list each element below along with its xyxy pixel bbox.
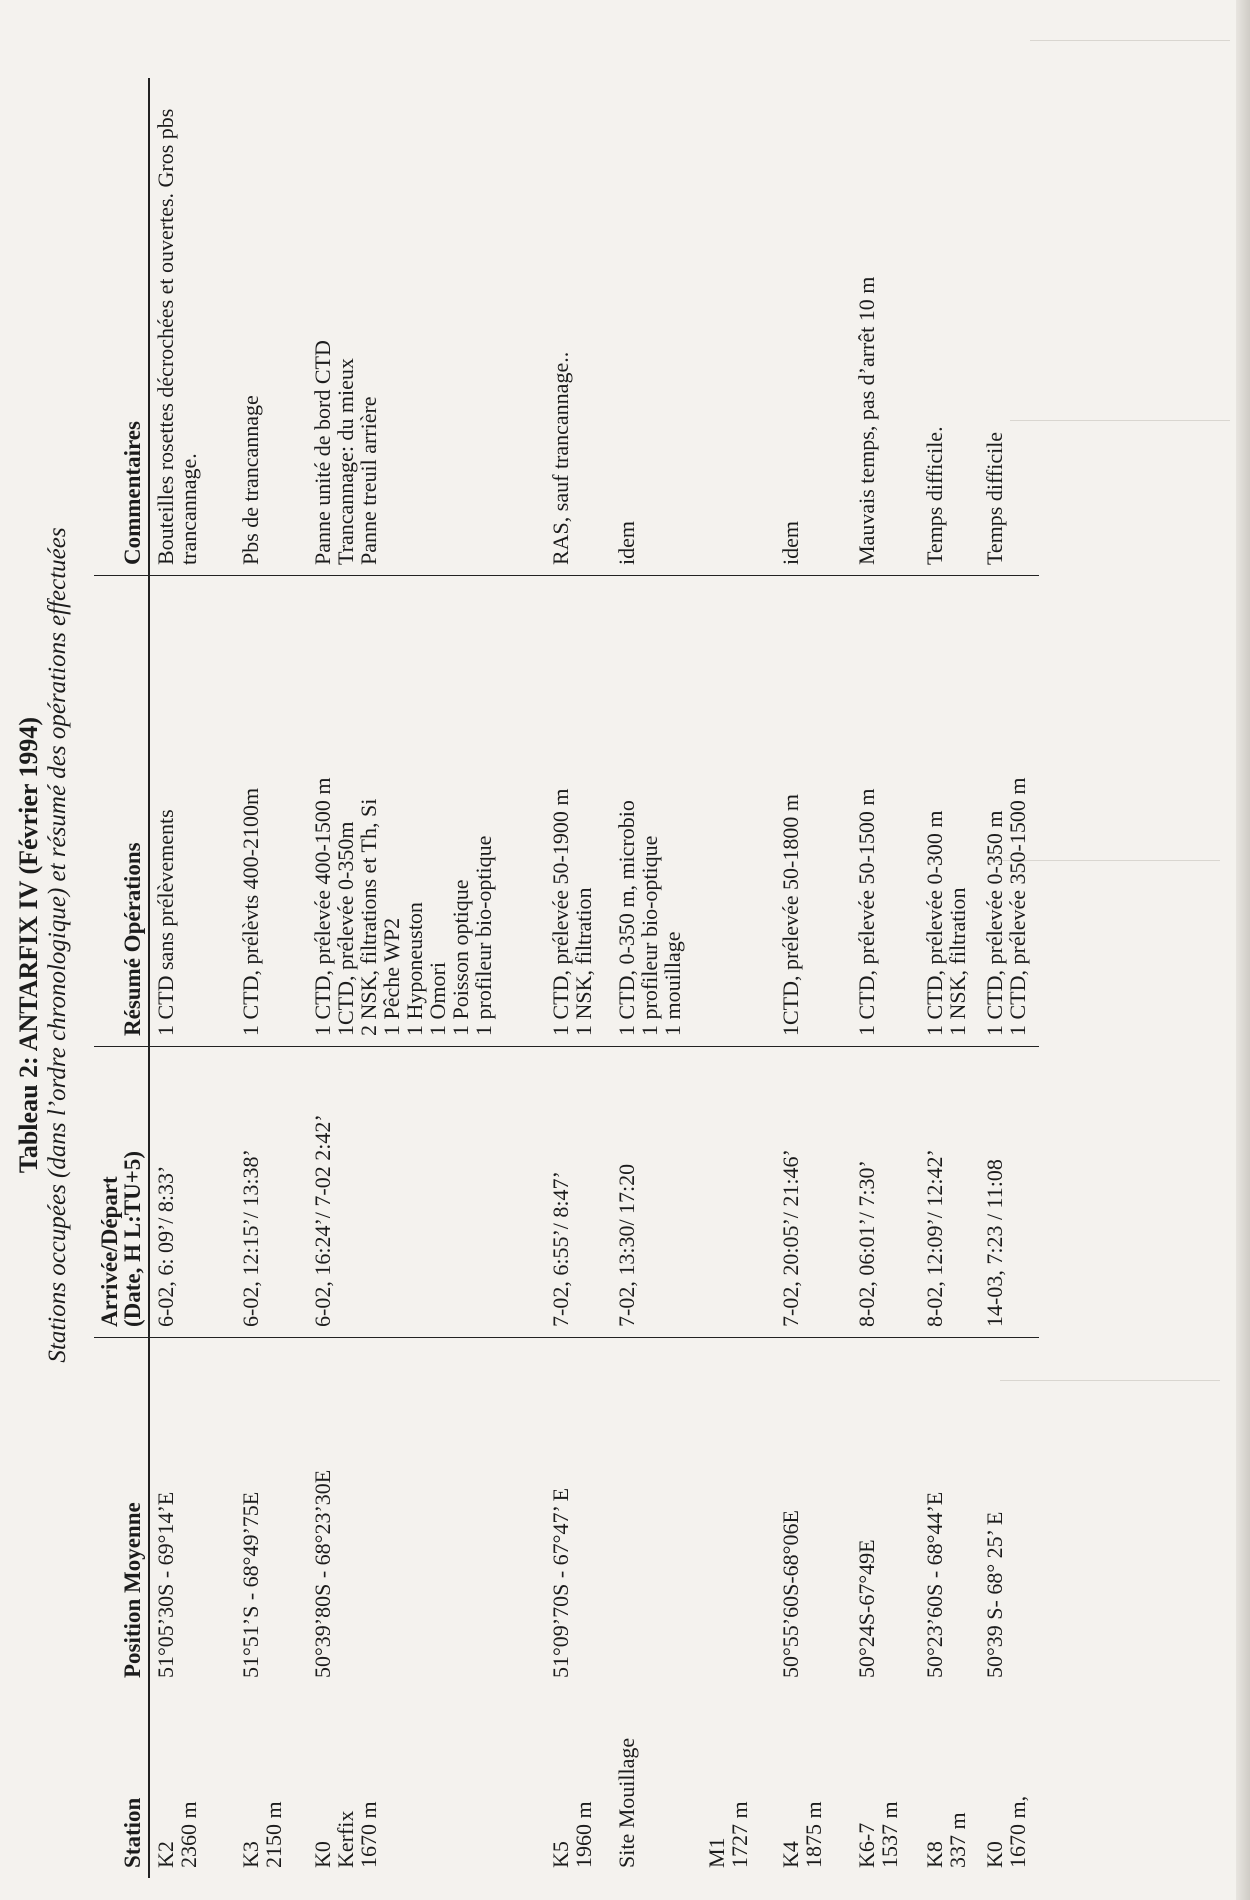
station-depth: 1670 m,	[1005, 1795, 1030, 1868]
table-title: Tableau 2: ANTARFIX IV (Février 1994)	[14, 716, 43, 1174]
cell-operations	[611, 576, 701, 1047]
table-row	[979, 78, 1039, 1878]
cell-comments	[919, 78, 979, 576]
operation-item: 1 CTD, prélevée 0-300 m	[922, 810, 947, 1036]
operation-item: 1 CTD, prélèvts 400-2100m	[238, 787, 263, 1036]
cell-comments	[149, 78, 235, 576]
station-name: K4	[778, 1841, 803, 1868]
cell-operations	[701, 576, 775, 1047]
station-depth: 1727 m	[727, 1801, 752, 1868]
table-header-row	[94, 78, 149, 1878]
station-depth: 1670 m	[356, 1801, 381, 1868]
comment-item: Mauvais temps, pas d’arrêt 10 m	[854, 276, 879, 565]
station-name: K3	[238, 1841, 263, 1868]
cell-comments	[851, 78, 919, 576]
cell-operations	[851, 576, 919, 1047]
cell-operations	[235, 576, 307, 1047]
header-arrival	[94, 1047, 149, 1338]
station-depth: 337 m	[945, 1812, 970, 1868]
cell-comments	[235, 78, 307, 576]
cell-station	[149, 1688, 235, 1878]
operation-item: 1CTD, prélevée 50-1800 m	[778, 794, 803, 1036]
operation-item: 1 profileur bio-optique	[471, 835, 496, 1036]
cell-comments	[775, 78, 851, 576]
comment-item: Trancannage: du mieux	[333, 358, 358, 565]
cell-station	[775, 1688, 851, 1878]
cell-arrival: 6-02, 12:15’/ 13:38’	[235, 1047, 307, 1338]
header-station: Station	[94, 1688, 149, 1878]
comment-item: Temps difficile	[982, 431, 1007, 565]
table-row	[611, 78, 701, 1878]
comment-item: idem	[778, 521, 803, 565]
operation-item: 1 CTD, prélevée 0-350 m	[982, 810, 1007, 1036]
cell-arrival	[701, 1047, 775, 1338]
cell-operations	[149, 576, 235, 1047]
stations-table	[94, 78, 1039, 1878]
operation-item: 1 Omori	[425, 962, 450, 1036]
station-name: K0	[982, 1841, 1007, 1868]
header-arrival-line-2: (Date, H L:TU+5)	[120, 1151, 145, 1327]
cell-position: 50°39’80S - 68°23’30E	[310, 1469, 335, 1678]
operation-item: 1 Pêche WP2	[379, 917, 404, 1036]
station-name: M1	[704, 1837, 729, 1868]
cell-arrival: 6-02, 16:24’/ 7-02 2:42’	[307, 1047, 545, 1338]
cell-station	[919, 1688, 979, 1878]
table-row	[545, 78, 611, 1878]
cell-comments	[545, 78, 611, 576]
operation-item: 1 NSK, filtration	[571, 887, 596, 1036]
operation-item: 1 NSK, filtration	[945, 887, 970, 1036]
cell-position	[611, 1338, 701, 1689]
cell-arrival: 7-02, 20:05’/ 21:46’	[775, 1047, 851, 1338]
cell-arrival: 14-03, 7:23 / 11:08	[979, 1047, 1039, 1338]
cell-comments	[611, 78, 701, 576]
header-comments: Commentaires	[94, 78, 149, 576]
operation-item: 1 Hyponeuston	[402, 902, 427, 1036]
cell-arrival: 6-02, 6: 09’/ 8:33’	[149, 1047, 235, 1338]
station-depth: 1960 m	[571, 1801, 596, 1868]
station-name: K5	[548, 1841, 573, 1868]
cell-station	[611, 1688, 701, 1878]
station-name: K6-7	[854, 1822, 879, 1868]
comment-item: idem	[614, 521, 639, 565]
station-depth: 2360 m	[176, 1801, 201, 1868]
cell-operations	[919, 576, 979, 1047]
station-depth: 1537 m	[877, 1801, 902, 1868]
comment-item: Panne treuil arrière	[356, 396, 381, 565]
operation-item: 1 mouillage	[660, 931, 685, 1036]
operation-item: 1 CTD, prélevée 50-1900 m	[548, 788, 573, 1036]
cell-comments	[701, 78, 775, 576]
cell-arrival: 8-02, 12:09’/ 12:42’	[919, 1047, 979, 1338]
cell-station	[701, 1688, 775, 1878]
cell-operations	[545, 576, 611, 1047]
cell-station	[545, 1688, 611, 1878]
station-name: Site Mouillage	[614, 1737, 639, 1868]
comment-item: RAS, sauf trancannage..	[548, 351, 573, 565]
operation-item: 1 CTD sans prélèvements	[153, 809, 178, 1036]
table-row	[307, 78, 545, 1878]
cell-station	[307, 1688, 545, 1878]
cell-station	[235, 1688, 307, 1878]
table-subtitle: Stations occupées (dans l’ordre chronologique) et résumé des opérations effectuées	[44, 527, 71, 1363]
cell-position: 50°23’60S - 68°44’E	[922, 1491, 947, 1678]
operation-item: 1 CTD, prélevée 50-1500 m	[854, 788, 879, 1036]
comment-item: Pbs de trancannage	[238, 395, 263, 565]
cell-arrival: 7-02, 13:30/ 17:20	[611, 1047, 701, 1338]
cell-operations	[775, 576, 851, 1047]
header-arrival-line-1: Arrivée/Départ	[97, 1176, 122, 1327]
operation-item: 1CTD, prélevée 0-350m	[333, 821, 358, 1036]
operation-item: 1 CTD, prélevée 400-1500 m	[310, 777, 335, 1036]
cell-position: 50°55’60S-68°06E	[778, 1510, 803, 1678]
table-row	[701, 78, 775, 1878]
cell-station	[979, 1688, 1039, 1878]
comment-item: Bouteilles rosettes décrochées et ouvertes. Gros pbs trancannage.	[153, 108, 201, 565]
cell-comments	[979, 78, 1039, 576]
station-name: K0	[310, 1841, 335, 1868]
comment-item: Temps difficile.	[922, 426, 947, 565]
cell-operations	[307, 576, 545, 1047]
table-row	[235, 78, 307, 1878]
station-depth: 1875 m	[801, 1801, 826, 1868]
cell-arrival: 7-02, 6:55’/ 8:47’	[545, 1047, 611, 1338]
header-position: Position Moyenne	[94, 1338, 149, 1689]
cell-operations	[979, 576, 1039, 1047]
station-name: K2	[153, 1841, 178, 1868]
operation-item: 1 CTD, 0-350 m, microbio	[614, 800, 639, 1036]
table-row	[919, 78, 979, 1878]
cell-position: 50°39 S- 68° 25’ E	[982, 1511, 1007, 1678]
station-depth: 2150 m	[261, 1801, 286, 1868]
table-row	[775, 78, 851, 1878]
header-operations: Résumé Opérations	[94, 576, 149, 1047]
operation-item: 2 NSK, filtrations et Th, Si	[356, 798, 381, 1036]
cell-position: 51°09’70S - 67°47’ E	[548, 1487, 573, 1678]
cell-position: 51°05’30S - 69°14’E	[153, 1491, 178, 1678]
cell-comments	[307, 78, 545, 576]
operation-item: 1 profileur bio-optique	[637, 835, 662, 1036]
operation-item: 1 Poisson optique	[448, 879, 473, 1036]
page-edge-shadow	[1236, 0, 1250, 1900]
station-alias: Kerfix	[333, 1810, 358, 1868]
station-name: K8	[922, 1841, 947, 1868]
comment-item: Panne unité de bord CTD	[310, 340, 335, 565]
cell-position: 51°51’S - 68°49’75E	[238, 1491, 263, 1678]
cell-station	[851, 1688, 919, 1878]
operation-item: 1 CTD, prélevée 350-1500 m	[1005, 777, 1030, 1036]
table-row	[149, 78, 235, 1878]
table-row	[851, 78, 919, 1878]
cell-position	[701, 1338, 775, 1689]
cell-arrival: 8-02, 06:01’/ 7:30’	[851, 1047, 919, 1338]
cell-position: 50°24S-67°49E	[854, 1539, 879, 1678]
